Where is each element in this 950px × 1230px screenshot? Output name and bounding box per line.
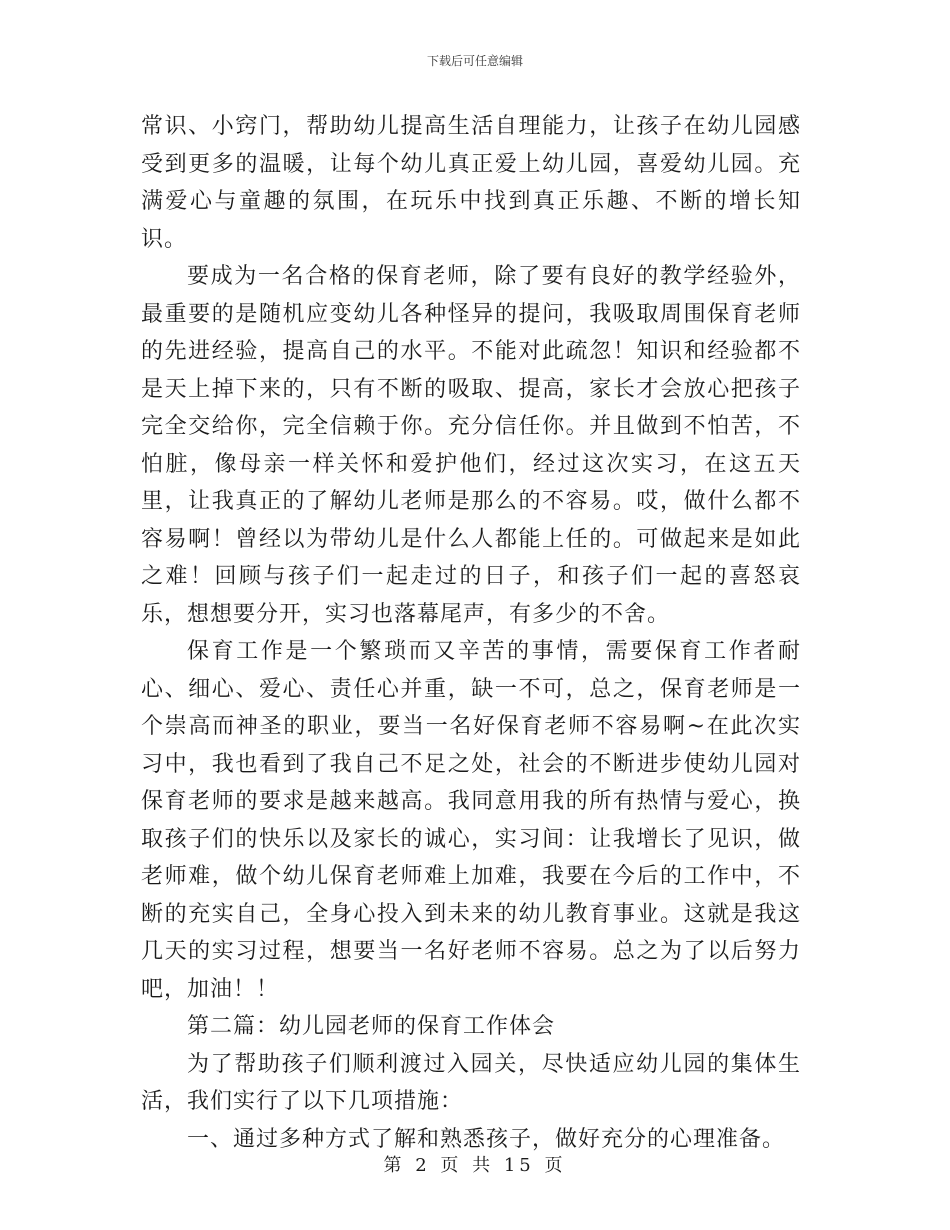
page-number: 第 2 页 共 15 页 [383, 1155, 567, 1176]
paragraph-measure-one: 一、通过多种方式了解和熟悉孩子，做好充分的心理准备。 [187, 1126, 786, 1152]
paragraph-care-work: 保育工作是一个繁琐而又辛苦的事情，需要保育工作者耐心、细心、爱心、责任心并重，缺一不可，总之，保育老师是一个崇高而神圣的职业，要当一名好保育老师不容易啊~在此次实习中，我也看到了我自己不足之处，社会的不断进步使幼儿园对保育老师的要求是越来越高。我同意用我的所有热情与爱心，换取孩子们的快乐以及家长的诚心，实习间：让我增长了见识，做老师难，做个幼儿保育老师难上加难，我要在今后的工作中，不断的充实自己，全身心投入到未来的幼儿教育事业。这就是我这几天的实习过程，想要当一名好老师不容易。总之为了以后努力吧，加油！！ [141, 639, 801, 1002]
section-heading: 第二篇：幼儿园老师的保育工作体会 [187, 1014, 556, 1039]
document-body [141, 108, 801, 1158]
paragraph-measures-intro: 为了帮助孩子们顺利渡过入园关，尽快适应幼儿园的集体生活，我们实行了以下几项措施： [141, 1051, 801, 1114]
page-header: 下载后可任意编辑 [426, 54, 523, 68]
paragraph-qualified-teacher: 要成为一名合格的保育老师，除了要有良好的教学经验外，最重要的是随机应变幼儿各种怪异的提问，我吸取周围保育老师的先进经验，提高自己的水平。不能对此疏忽！知识和经验都不是天上掉下来的，只有不断的吸取、提高，家长才会放心把孩子完全交给你，完全信赖于你。充分信任你。并且做到不怕苦，不怕脏，像母亲一样关怀和爱护他们，经过这次实习，在这五天里，让我真正的了解幼儿老师是那么的不容易。哎，做什么都不容易啊！曾经以为带幼儿是什么人都能上任的。可做起来是如此之难！回顾与孩子们一起走过的日子，和孩子们一起的喜怒哀乐，想想要分开，实习也落幕尾声，有多少的不舍。 [141, 264, 801, 627]
paragraph-continuation: 常识、小窍门，帮助幼儿提高生活自理能力，让孩子在幼儿园感受到更多的温暖，让每个幼儿真正爱上幼儿园，喜爱幼儿园。充满爱心与童趣的氛围，在玩乐中找到真正乐趣、不断的增长知识。 [141, 114, 801, 252]
